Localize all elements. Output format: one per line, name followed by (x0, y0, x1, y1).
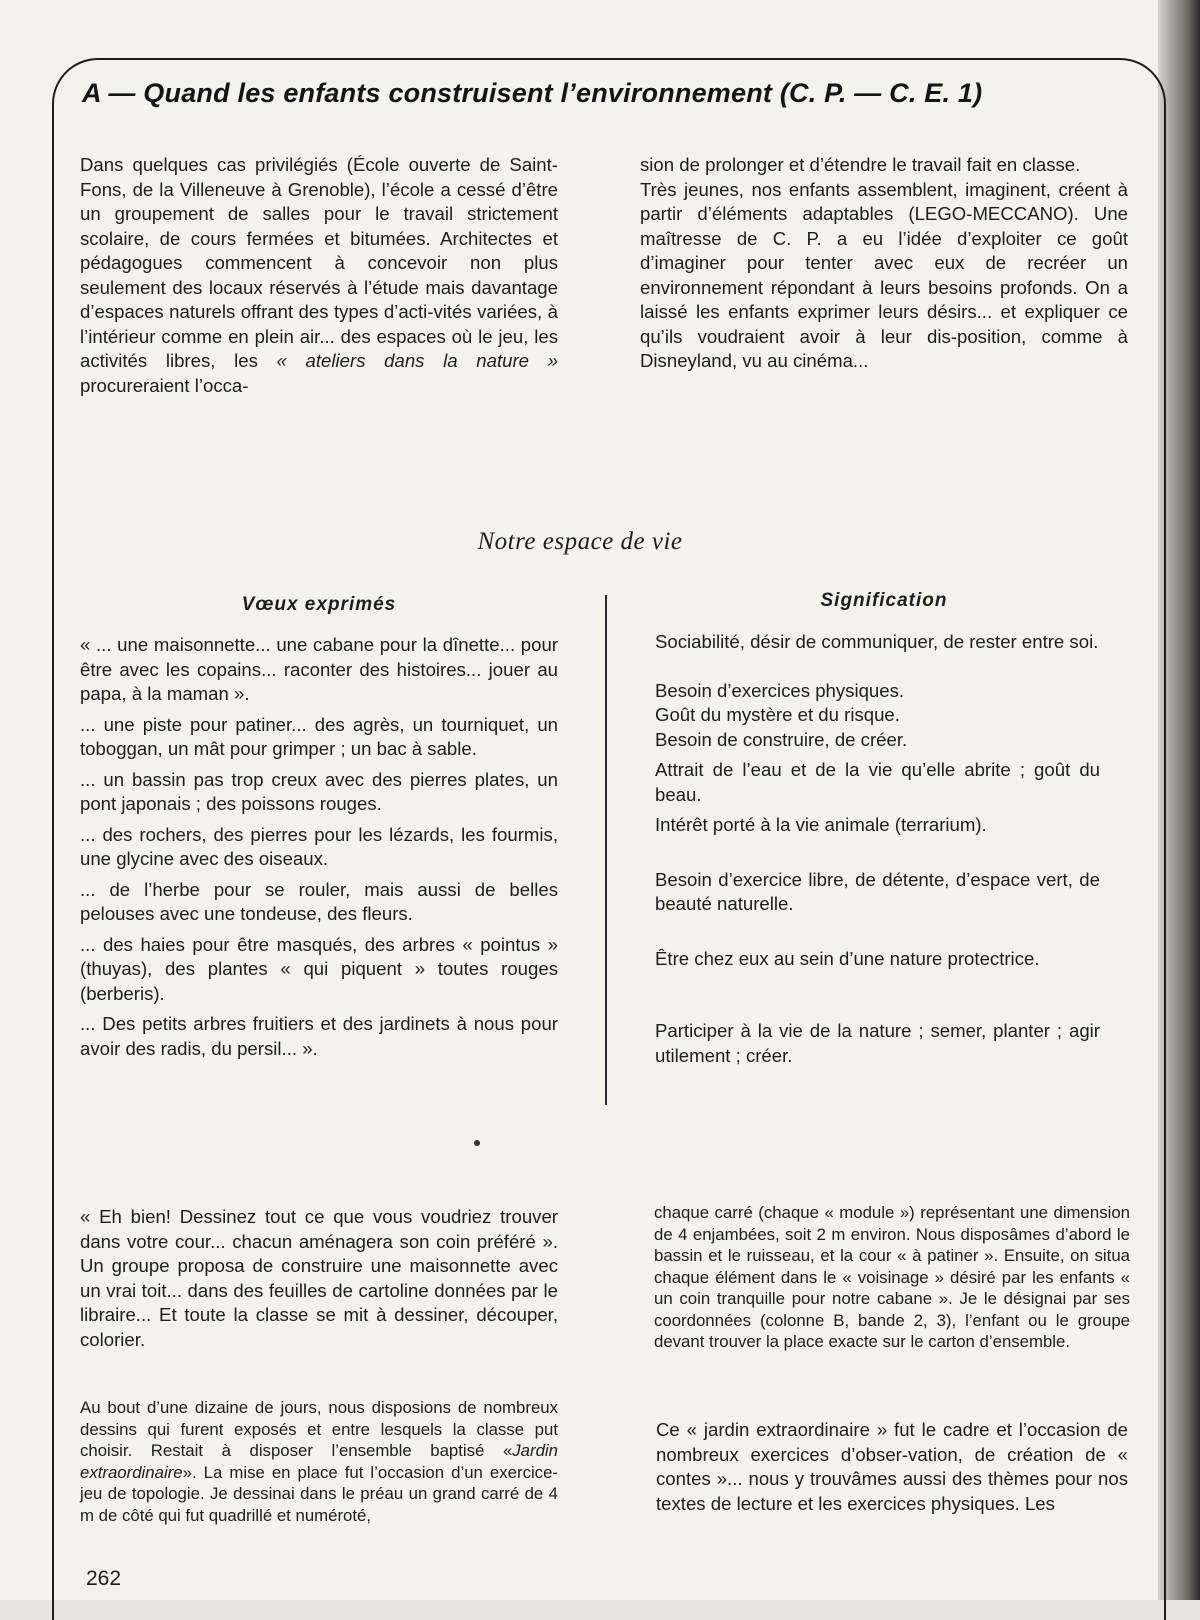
intro-right-paragraph-2: Très jeunes, nos enfants assemblent, imaginent, créent à partir d’éléments adaptables (LEGO-MECCANO). Une maîtresse de C. P. a eu l’idée d’exploiter ce goût d’imaginer pour tenter avec eux de recréer un environnement répondant à leurs besoins profonds. On a laissé les enfants exprimer leurs désirs... et expliquer ce qu’ils voudraient avoir à leur dis-position, comme à Disneyland, vu au cinéma... (640, 178, 1128, 371)
wishes-column (80, 633, 558, 1067)
meaning-item: Attrait de l’eau et de la vie qu’elle abrite ; goût du beau. (655, 759, 1100, 805)
wish-item: ... une piste pour patiner... des agrès, un tourniquet, un toboggan, un mât pour grimper ; un bac à sable. (80, 713, 558, 759)
meaning-item: Goût du mystère et du risque. (655, 704, 900, 725)
bottom-left-paragraph-1: « Eh bien! Dessinez tout ce que vous voudriez trouver dans votre cour... chacun aménagera son coin préféré ». Un groupe proposa de construire une maisonnette avec un vrai toit... dans des feuilles de cartoline données par le libraire... Et toute la classe se mit à dessiner, découper, colorier. (80, 1206, 558, 1350)
bottom-right-paragraph-1: chaque carré (chaque « module ») représentant une dimension de 4 enjambées, soit 2 m environ. Nous disposâmes d’abord le bassin et le ruisseau, et la cour « à patiner ». Ensuite, on situa chaque élément dans le « voisinage » désiré par les enfants « un coin tranquille pour notre cabane ». Je le désignai par ses coordonnées (colonne B, bande 2, 3), l’enfant ou le groupe devant trouver la place exacte sur le carton d’ensemble. (654, 1203, 1130, 1351)
separator-dot (474, 1140, 480, 1146)
wish-item: ... de l’herbe pour se rouler, mais aussi de belles pelouses avec une tondeuse, des fleurs. (80, 878, 558, 924)
column-divider (605, 595, 607, 1105)
meaning-item: Participer à la vie de la nature ; semer, planter ; agir utilement ; créer. (655, 1020, 1100, 1066)
meaning-item: Intérêt porté à la vie animale (terrarium). (655, 814, 987, 835)
bottom-left-paragraph-2 (80, 1397, 558, 1526)
page-title: A — Quand les enfants construisent l’environnement (C. P. — C. E. 1) (82, 78, 983, 108)
meanings-column (655, 630, 1100, 1068)
meaning-item: Sociabilité, désir de communiquer, de rester entre soi. (655, 631, 1099, 652)
wish-item: ... Des petits arbres fruitiers et des jardinets à nous pour avoir des radis, du persil... ». (80, 1013, 558, 1059)
wish-item: « ... une maisonnette... une cabane pour la dînette... pour être avec les copains... raconter des histoires... jouer au papa, à la maman ». (80, 634, 558, 704)
intro-left-column (80, 153, 558, 398)
meaning-item: Être chez eux au sein d’une nature protectrice. (655, 947, 1040, 969)
section-title: Notre espace de vie (477, 528, 683, 555)
wishes-header: Vœux exprimés (241, 594, 397, 615)
page-number: 262 (86, 1567, 122, 1590)
meaning-item: Besoin d’exercices physiques. (655, 679, 905, 701)
meaning-item: Besoin d’exercice libre, de détente, d’espace vert, de beauté naturelle. (655, 868, 1100, 914)
intro-right-column (640, 153, 1128, 374)
bottom-left-text-b: ». La mise en place fut l’occasion d’un exercice-jeu de topologie. Je dessinai dans le préau un grand carré de 4 m de côté qui fut quadrillé et numéroté, (80, 1462, 558, 1525)
meanings-header: Signification (820, 590, 948, 611)
intro-left-text: Dans quelques cas privilégiés (École ouverte de Saint-Fons, de la Villeneuve à Grenoble), l’école a cessé d’être un groupement de salles pour le travail strictement scolaire, de cours fermées et bitumées. Architectes et pédagogues commencent à concevoir non plus seulement des locaux réservés à l’étude mais davantage d’espaces naturels offrant des types d’acti-vités variées, à l’intérieur comme en plein air... des espaces où le jeu, les activités libres, les (80, 154, 558, 371)
bottom-left-text-a: Au bout d’une dizaine de jours, nous disposions de nombreux dessins qui furent exposés et entre lesquels la classe put choisir. Restait à disposer l’ensemble baptisé « (80, 1398, 558, 1460)
meaning-item: Besoin de construire, de créer. (655, 728, 908, 750)
bottom-left-italic: Jardin extraordinaire (80, 1441, 558, 1482)
intro-left-italic: « ateliers dans la nature » (276, 350, 559, 371)
bottom-right-paragraph-2: Ce « jardin extraordinaire » fut le cadre et l’occasion de nombreux exercices d’obser-vation, de création de « contes »... nous y trouvâmes aussi des thèmes pour nos textes de lecture et les exercices physiques. Les (656, 1419, 1128, 1514)
wish-item: ... des rochers, des pierres pour les lézards, les fourmis, une glycine avec des oiseaux. (80, 823, 558, 869)
intro-right-paragraph-1: sion de prolonger et d’étendre le travail fait en classe. (640, 154, 1081, 175)
wish-item: ... des haies pour être masqués, des arbres « pointus » (thuyas), des plantes « qui piquent » toutes rouges (berberis). (80, 933, 558, 1004)
wish-item: ... un bassin pas trop creux avec des pierres plates, un pont japonais ; des poissons rouges. (80, 768, 558, 814)
intro-left-end: procureraient l’occa- (80, 374, 249, 396)
